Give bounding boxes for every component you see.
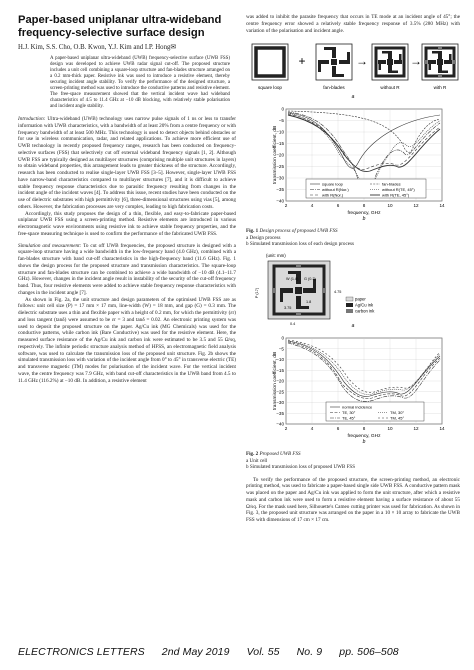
dim-w: W (1.8)	[286, 277, 299, 282]
section-heading-introduction: Introduction:	[18, 116, 46, 122]
journal-footer	[18, 646, 458, 658]
arrow-symbol-2: →	[410, 54, 422, 69]
without-r-cell	[372, 44, 408, 80]
legend-without-r-normal: without R(Nor.)	[322, 187, 349, 193]
legend-te45: TE, 45°	[342, 415, 356, 421]
legend-carbon-ink: carbon ink	[355, 308, 375, 314]
dim-1-8: 1.8	[306, 300, 312, 305]
y-tick-label: −30	[276, 175, 284, 181]
footer-number: No. 9	[296, 646, 323, 658]
y-tick-label: −15	[276, 368, 284, 374]
legend-square-loop: square loop	[322, 181, 343, 187]
x-tick-label: 8	[362, 426, 366, 432]
fan-blades-cell	[316, 44, 352, 80]
figure-2a-unit-cell	[246, 251, 460, 329]
figure-1	[246, 38, 460, 247]
x-tick-label: 4	[310, 203, 314, 209]
x-tick-label: 14	[439, 426, 445, 432]
footer-journal: ELECTRONICS LETTERS	[18, 646, 145, 658]
panel-label-2b: b	[362, 439, 366, 445]
x-tick-label: 10	[387, 426, 393, 432]
label-with-r: with R	[433, 85, 447, 91]
footer-pages: pp. 506–508	[339, 646, 399, 658]
fig1-caption-head: Fig. 1	[246, 228, 259, 235]
fig2-caption-a: a Unit cell	[246, 457, 268, 464]
y-tick-label: −20	[276, 379, 284, 385]
legend-tm45: TM, 45°	[390, 415, 405, 421]
intro-text: Ultra-wideband (UWB) technology uses narrow pulse signals of 1 ns or less to transfer information with UWB characteristics, with a bandwidth of at least 20% from a centre frequency or with frequency bandwidth of at least 500 MHz. This technology is used to detect objects behind obstacles or for use in wireless communication, radar, and related applications. To achieve more efficient use of UWB technology in recently proposed frequency ranges, research has been conducted on frequency-selective surfaces (FSS) that selectively cut off external wideband frequency signals [1, 2]. Although UWB FSS are typically designed as multilayer structures (comprising multiple unit structures in layers) to obtain wideband properties, this arrangement leads to greater thickness of the structure. Accordingly, research has been conducted to realise single-layer UWB FSS [3–5]. However, single-layer UWB FSS have narrow-band characteristics compared to multilayer structures [7], and it is difficult to achieve stable frequency response characteristics due to parasitic frequency resulting from changes in the incident angle of the incident waves [4]. To address this issue, recent studies have been conducted on the use of dielectric substrates with high permittivity [6], three-dimensional structures using vias [5], among others. However, the fabrication processes are very complex, leading to high fabrication costs.	[18, 116, 236, 210]
dim-0-4: 0.4	[290, 322, 296, 327]
legend-ag-cu-ink: Ag/Cu ink	[355, 302, 374, 308]
simulation-text: To cut off UWB frequencies, the proposed structure is designed with a square-loop structure having a wide bandwidth in the low-frequency band (4.0 GHz), combined with a fan-blades structure with band cut-off characteristics in the high-frequency band (11.6 GHz). Fig. 1 shows the design process for the proposed structure and transmission characteristics. The square-loop structure and fan-blades structure can be combined to achieve a wide bandwidth of −10 dB (4.1–11.7 GHz). However, changes in the incident angle result in instability of the security of the cut-off frequency band. Thus, four resistive elements were added to achieve stable frequency response characteristics with changes in the incident angle [7].	[18, 242, 236, 296]
author-list: H.J. Kim, S.S. Cho, O.B. Kwon, Y.J. Kim and I.P. Hong✉	[18, 44, 177, 51]
legend-without-r-te45: without R(TE, 45°)	[382, 187, 415, 193]
x-tick-label: 8	[362, 203, 366, 209]
y-tick-label: −35	[276, 187, 284, 193]
legend-tm30: TM, 30°	[390, 410, 405, 416]
legend-normal-incidence: normal incidence	[342, 404, 373, 410]
x-tick-label: 12	[413, 203, 419, 209]
legend-paper: paper	[355, 296, 366, 302]
panel-label-1a: a	[351, 94, 355, 101]
dim-3-75: 3.75	[284, 306, 292, 311]
paper-title: Paper-based uniplanar ultra-wideband frequency-selective surface design	[18, 14, 222, 39]
label-square-loop: square loop	[257, 85, 283, 91]
arrow-symbol: →	[356, 54, 368, 69]
fig2-curve-legend	[326, 402, 424, 421]
proposal-text: Accordingly, this study proposes the design of a thin, flexible, and easy-to-fabricate paper-based uniplanar UWB FSS using a screen-printing method. Resistive elements are introduced in various electromagnetic wave environments using resistive ink to achieve stable frequency properties, and the free-space measuring technique is used to confirm the performance of the fabricated UWB FSS.	[18, 210, 236, 237]
y-tick-label: −25	[276, 389, 284, 395]
y-tick-label: −30	[276, 400, 284, 406]
right-column	[246, 14, 460, 524]
unit-cell-drawing	[268, 261, 330, 319]
figure-2-caption	[246, 451, 460, 470]
y-tick-label: −25	[276, 164, 284, 170]
y-tick-label: 0	[281, 106, 284, 112]
y-tick-label: −5	[278, 118, 284, 124]
y-tick-label: 0	[281, 336, 284, 342]
fabrication-paragraph: To verify the performance of the proposed structure, the screen-printing method, an electronic printing method, was used to fabricate a paper-based single side UWB FSS. A conductive pattern mask was placed on the paper and Ag/Cu ink was applied to form the unit structure, after which a resistive mask and carbon ink were used to form a resistive element having a surface resistance of about 55 Ω/sq. For the mask used here, Silhouette's Cameo cutting printer was used for fabrication. As shown in Fig. 3, the proposed unit structure was arranged on the paper in a 10 × 10 array to fabricate the UWB FSS with dimensions of 17 cm × 17 cm.	[246, 476, 460, 524]
x-tick-label: 14	[439, 203, 445, 209]
x-tick-label: 6	[336, 426, 340, 432]
plus-symbol: +	[298, 54, 306, 69]
simulation-paragraph	[18, 243, 236, 297]
section-heading-simulation: Simulation and measurement:	[18, 242, 82, 249]
y-tick-label: −10	[276, 129, 284, 135]
fig1-x-axis-label: frequency, GHz	[347, 211, 381, 217]
y-tick-label: −20	[276, 152, 284, 158]
label-fan-blades: fan-blades	[323, 85, 345, 91]
y-tick-label: −40	[276, 198, 284, 204]
fig2-caption-b: b Simulated transmission loss of proposed UWB FSS	[246, 464, 356, 471]
legend-with-r-te45: with R(TE, 45°)	[382, 192, 410, 198]
left-column	[18, 14, 236, 384]
fig1-legend	[306, 179, 426, 198]
dim-g: G (0.3)	[304, 277, 316, 282]
y-tick-label: −15	[276, 141, 284, 147]
y-tick-label: −10	[276, 357, 284, 363]
fig1-caption-title: Design process of proposed UWB FSS	[259, 228, 338, 235]
x-tick-label: 6	[336, 203, 340, 209]
figure-1a-design-process	[246, 38, 460, 100]
x-tick-label: 4	[310, 426, 314, 432]
figure-2b-plot	[246, 334, 460, 444]
with-r-cell	[422, 44, 458, 80]
fig1-caption-a: a Design process	[246, 234, 281, 241]
panel-label-2a: a	[351, 323, 355, 330]
continued-paragraph: was added to inhibit the parasite frequency that occurs in TE mode at an incident angle of 45°; the centre frequency error showed a relatively stable frequency response of 3.5% (280 MHz) with variation of the polarisation and incident angle.	[246, 14, 460, 34]
legend-fan-blades: fan-blades	[382, 181, 401, 187]
dim-p: P (17)	[255, 288, 259, 299]
parameters-paragraph	[18, 297, 236, 385]
fig2-caption-title: Proposed UWB FSS	[259, 451, 301, 458]
figure-1-caption	[246, 228, 460, 247]
fig2-x-axis-label: frequency, GHz	[347, 434, 381, 440]
fig2-y-axis-label: transmission coefficient, dB	[273, 352, 278, 411]
panel-label-1b: b	[362, 216, 366, 222]
legend-te30: TE, 30°	[342, 410, 356, 416]
fig1-caption-b: b Simulated transmission loss of each design process	[246, 241, 354, 248]
legend-with-r-normal: with R(Nor.)	[322, 192, 344, 198]
x-tick-label: 10	[387, 203, 393, 209]
fig2-unit-label: (unit: mm)	[266, 253, 286, 259]
footer-date: 2nd May 2019	[161, 646, 230, 658]
intro-paragraph	[18, 116, 236, 211]
parameters-text: As shown in Fig. 2a, the unit structure and design parameters of the optimised UWB FSS are as follows: unit cell size (P) = 17 mm × 17 mm, line-width (W) = 18 mm, and gap (G) = 0.3 mm. The dielectric substrate uses a thin and flexible paper with a height of 0.2 mm, for which the permittivity (εr) and loss tangent (tanδ) were assumed to be εr = 3 and tanδ = 0.02. An electronic printing system was used to deposit the proposed structure on the paper. Ag/Cu ink (MG Chemicals) was used for the conductive patterns, while carbon ink (Bare Conductive) was used for the resistive element. Here, the measured surface resistance of the Ag/Cu ink and carbon ink were estimated to be 3.5 and 55 Ω/sq, respectively. The infinite periodic structure analysis method of HFSS, an electromagnetic field analysis software, was used to calculate the transmission loss of the proposed unit structure. Fig. 2b shows the simulated transmission loss with variation of the incident angle from 0° to 45° in transverse electric (TE) and transverse magnetic (TM) modes for polarisation of the incident wave. For the vertical incident wave, the centre frequency was 7.9 GHz, with band cut-off characteristics in the UWB band from 4.5 to 11.4 GHz (116.2%) at −10 dB. In addition, a resistive element	[18, 296, 236, 384]
y-tick-label: −5	[278, 346, 284, 352]
x-tick-label: 2	[284, 203, 288, 209]
dim-4-75: 4.75	[334, 290, 342, 295]
y-tick-label: −40	[276, 422, 284, 428]
fig1-y-axis-label: transmission coefficient, dB	[273, 126, 278, 185]
footer-volume: Vol. 55	[246, 646, 280, 658]
x-tick-label: 12	[413, 426, 419, 432]
label-without-r: without R	[380, 85, 400, 91]
figure-2	[246, 251, 460, 470]
figure-1b-plot	[246, 105, 460, 221]
x-tick-label: 2	[284, 426, 288, 432]
square-loop-cell	[252, 44, 288, 80]
fig2-material-legend	[346, 297, 375, 314]
y-tick-label: −35	[276, 411, 284, 417]
abstract: A paper-based uniplanar ultra-wideband (UWB) frequency-selective surface (UWB FSS) design was developed to achieve UWB radar signal cut-off. The proposed structure includes a unit cell combining a square-loop structure and fan-blades structure arranged on a 0.2 mm-thick paper. Resistive ink was used to introduce a resistive element, thereby securing incident angle stability. To verify the performance of the designed structure, a screen-printing method was used to introduce the conductive patterns and resistive element. The free-space measurement showed that the vertical incident wave had wideband characteristics of 4.5 to 11.4 GHz at −10 dB blocking, with relatively stable polarisation and incident angle stability.	[50, 56, 230, 109]
fig2-caption-head: Fig. 2	[246, 451, 259, 458]
proposal-paragraph	[18, 211, 236, 238]
